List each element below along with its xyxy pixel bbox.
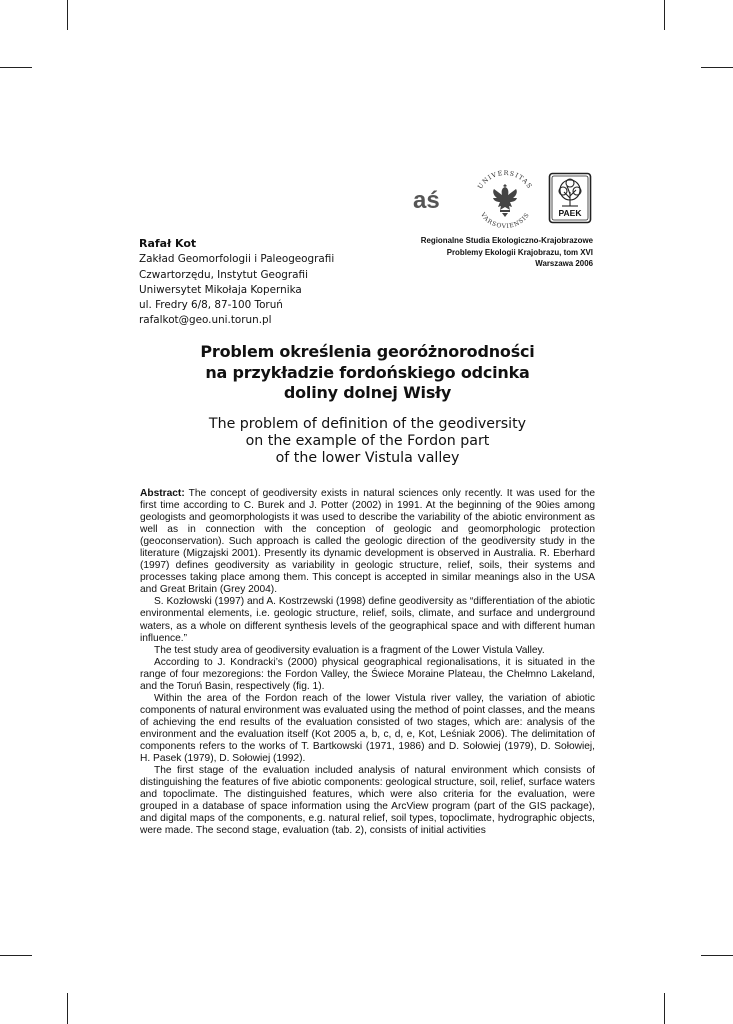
crop-mark bbox=[701, 67, 733, 68]
as-logo bbox=[412, 184, 452, 214]
title-line: Problem określenia georóżnorodności bbox=[200, 342, 535, 361]
title-line: doliny dolnej Wisły bbox=[283, 383, 452, 402]
title-line: na przykładzie fordońskiego odcinka bbox=[205, 362, 530, 382]
svg-text:PAEK: PAEK bbox=[558, 208, 582, 218]
crop-mark bbox=[67, 0, 68, 30]
logo-strip bbox=[410, 170, 596, 228]
journal-line: Warszawa 2006 bbox=[535, 258, 593, 268]
affiliation-line: Czwartorzędu, Instytut Geografii bbox=[139, 268, 308, 281]
svg-text:UNIVERSITAS: UNIVERSITAS bbox=[476, 170, 535, 191]
crop-mark bbox=[67, 993, 68, 1024]
svg-text:aś: aś bbox=[413, 187, 440, 214]
body-paragraph: Within the area of the Fordon reach of the lower Vistula river valley, the variation of abiotic components of natural environment was evaluated using the method of point classes, and the means of achieving the end results of the evaluation consisted of two stages, which are: analysis of the environment and the evaluation itself (Kot 2005 a, b, c, d, e, Kot, Leśniak 2006). The delimitation of components refers to the works of T. Bartkowski (1971, 1986) and D. Sołowiej (1979), D. Sołowiej, H. Pasek (1979), D. Sołowiej (1992). bbox=[140, 692, 595, 765]
svg-text:VARSOVIENSIS: VARSOVIENSIS bbox=[478, 211, 532, 228]
body-paragraph: The test study area of geodiversity evaluation is a fragment of the Lower Vistula Valley. bbox=[154, 644, 545, 656]
title-polish bbox=[140, 342, 595, 404]
crop-mark bbox=[664, 993, 665, 1024]
abstract-label: Abstract: bbox=[140, 488, 185, 499]
title-line: of the lower Vistula valley bbox=[275, 450, 460, 467]
title-line: on the example of the Fordon part bbox=[245, 433, 490, 450]
crop-mark bbox=[701, 955, 733, 956]
abstract-body bbox=[140, 488, 595, 837]
body-paragraph: S. Kozłowski (1997) and A. Kostrzewski (1998) define geodiversity as “differentiation of the abiotic environmental elements, i.e. geologic structure, relief, soils, climate, and surface and underground waters, as a whole on different synthesis levels of the geographical space and with different human influence.” bbox=[140, 596, 595, 644]
crop-mark bbox=[0, 955, 32, 956]
paek-logo bbox=[548, 172, 592, 224]
affiliation-line: ul. Fredry 6/8, 87-100 Toruń bbox=[139, 299, 283, 312]
author-email: rafalkot@geo.uni.torun.pl bbox=[139, 314, 272, 327]
journal-info bbox=[354, 235, 593, 270]
body-paragraph: According to J. Kondracki’s (2000) physical geographical regionalisations, it is situated in the range of four mezoregions: the Fordon Valley, the Świece Moraine Plateau, the Chełmno Lakeland, and the Toruń Basin, respectively (fig. 1). bbox=[140, 656, 595, 692]
title-line: The problem of definition of the geodiversity bbox=[208, 416, 527, 432]
abstract-text: The concept of geodiversity exists in natural sciences only recently. It was used for the first time according to C. Burek and J. Potter (2002) in 1991. At the beginning of the 90ies among geologists and geomorphologists it was used to describe the variability of the abiotic environment as well as in connection with the conception of geologic and geomorphologic protection (geoconservation). Such approach is called the geologic direction of the geodiversity study in the literature (Migzajski 2001). Presently its dynamic development is observed in Australia. R. Eberhard (1997) defines geodiversity as variability in geologic structure, relief, soils, their systems and processes taking place among them. This concept is accepted in similar meanings also in the USA and Great Britain (Grey 2004). bbox=[140, 488, 595, 596]
crop-mark bbox=[0, 67, 32, 68]
abstract-paragraph bbox=[140, 488, 595, 596]
author-block bbox=[139, 236, 379, 329]
author-name: Rafał Kot bbox=[139, 237, 197, 250]
affiliation-line: Zakład Geomorfologii i Paleogeografii bbox=[139, 253, 335, 266]
crop-mark bbox=[664, 0, 665, 30]
affiliation-line: Uniwersytet Mikołaja Kopernika bbox=[139, 283, 302, 296]
body-paragraph: The first stage of the evaluation included analysis of natural environment which consists of distinguishing the features of five abiotic components: geological structure, soil, relief, surface waters and topoclimate. The distinguished features, which were also criteria for the evaluation, were grouped in a database of space information using the ArcView program (part of the GIS package), and digital maps of the components, e.g. natural relief, soil types, topoclimate, hydrographic objects, were made. The second stage, evaluation (tab. 2), consists of initial activities bbox=[140, 765, 595, 837]
journal-line: Problemy Ekologii Krajobrazu, tom XVI bbox=[446, 246, 593, 257]
title-english bbox=[140, 416, 595, 468]
eagle-seal-icon bbox=[470, 170, 540, 228]
journal-line: Regionalne Studia Ekologiczno-Krajobrazowe bbox=[420, 235, 593, 245]
